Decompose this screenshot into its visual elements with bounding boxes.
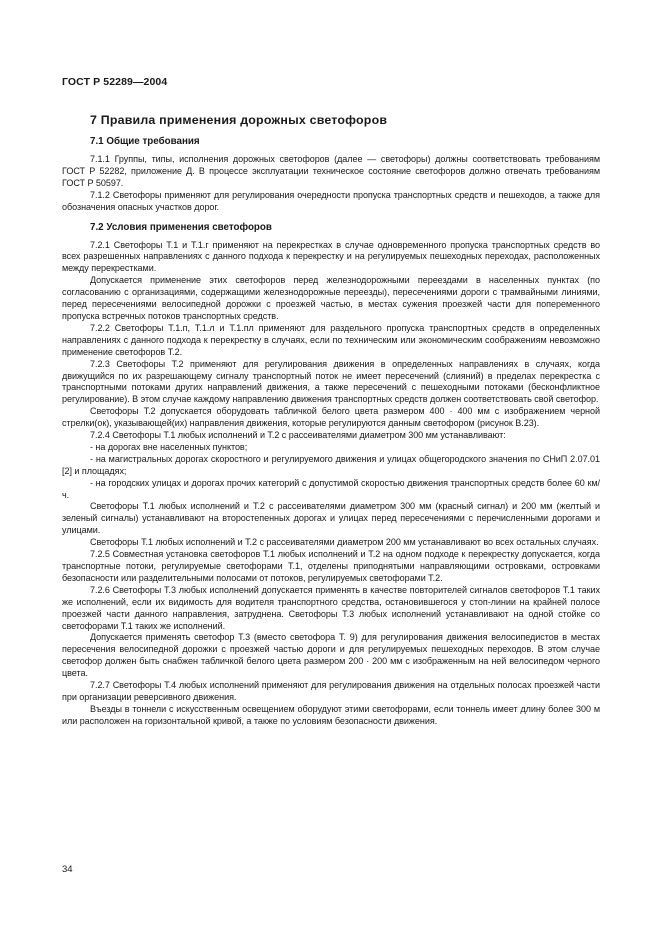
- list-item-city-streets: - на городских улицах и дорогах прочих категорий с допустимой скоростью движения транспортных средств более 60 км/ч.: [62, 477, 600, 500]
- list-item-main-roads: - на магистральных дорогах скоростного и регулируемого движения и улицах общегородского значения по СНиП 2.07.01 [2] и площадях;: [62, 453, 600, 476]
- paragraph-7-2-1: 7.2.1 Светофоры Т.1 и Т.1.г применяют на перекрестках в случае одновременного пропуска транспортных средств во всех разрешенных направлениях с данного подхода к перекрестку и на регулируемых пешеходных переходах, расположенных между перекрестками.: [62, 239, 600, 274]
- paragraph-7-2-5: 7.2.5 Совместная установка светофоров Т.1 любых исполнений и Т.2 на одном подходе к перекрестку допускается, когда транспортные потоки, регулируемые светофорами Т.1, отделены приподнятыми направляющими островками, островками безопасности или разделительными полосами от потоков, регулируемых светофорами Т.2.: [62, 549, 600, 583]
- document-code-header: ГОСТ Р 52289—2004: [62, 76, 168, 88]
- paragraph-7-2-6: 7.2.6 Светофоры Т.3 любых исполнений допускается применять в качестве повторителей сигналов светофоров Т.1 таких же исполнений, если их видимость для водителя транспортного средства, остановившегося у стоп-линии на крайней полосе проезжей части данного направления, затруднена. Светофоры Т.3 любых исполнений устанавливают на одной стойке со светофорами Т.1 таких же исполнений.: [62, 584, 600, 631]
- paragraph-7-2-4: 7.2.4 Светофоры Т.1 любых исполнений и Т.2 с рассеивателями диаметром 300 мм устанавливают:: [90, 430, 506, 441]
- paragraph-7-2-1-continued: Допускается применение этих светофоров перед железнодорожными переездами в населенных пунктах (по согласованию с организациями, содержащими железнодорожные переезды), пересечениями дороги с трамвайными линиями, перед пересечениями велосипедной дорожки с проезжей частью, в местах сужения проезжей части для попеременного пропуска встречных потоков транспортных средств.: [62, 275, 600, 321]
- paragraph-7-2-3-continued: Светофоры Т.2 допускается оборудовать табличкой белого цвета размером 400 · 400 мм с изображением черной стрелки(ок), указывающей(их) направления движения, которые регулируются данным светофором (рисунок В.23).: [62, 406, 600, 429]
- section-title: 7 Правила применения дорожных светофоров: [90, 113, 388, 127]
- document-page: [62, 76, 600, 728]
- paragraph-7-2-7: 7.2.7 Светофоры Т.4 любых исполнений применяют для регулирования движения на отдельных полосах проезжей части при организации реверсивного движения.: [62, 680, 600, 702]
- paragraph-7-2-7-continued: Въезды в тоннели с искусственным освещением оборудуют этими светофорами, если тоннель имеет длину более 300 м или расположен на горизонтальной кривой, а также по условиям безопасности движения.: [62, 703, 600, 726]
- list-item-outside-settlements: - на дорогах вне населенных пунктов;: [90, 441, 248, 452]
- subsection-title-general: 7.1 Общие требования: [90, 136, 200, 147]
- paragraph-7-2-3: 7.2.3 Светофоры Т.2 применяют для регулирования движения в определенных направлениях в случаях, когда движущийся по их разрешающему сигналу транспортный поток не имеет пересечений (слияний) в пределах перекрестка с транспортными потоками других направлений движения, а также пересечений с пешеходными потоками (бесконфликтное регулирование). В этом случае каждому направлению движения транспортных средств должен соответствовать свой светофор.: [62, 358, 600, 405]
- paragraph-7-1-2: 7.1.2 Светофоры применяют для регулирования очередности пропуска транспортных средств и пешеходов, а также для обозначения опасных участков дорог.: [62, 189, 600, 212]
- paragraph-7-1-1: 7.1.1 Группы, типы, исполнения дорожных светофоров (далее — светофоры) должны соответствовать требованиям ГОСТ Р 52282, приложение Д. В процессе эксплуатации техническое состояние светофоров должно отвечать требованиям ГОСТ Р 50597.: [62, 154, 600, 188]
- paragraph-7-2-4-other-cases: Светофоры Т.1 любых исполнений и Т.2 с рассеивателями диаметром 200 мм устанавливают во всех остальных случаях.: [90, 537, 599, 548]
- page-number: 34: [62, 864, 73, 875]
- paragraph-7-2-6-continued: Допускается применять светофор Т.3 (вместо светофора Т. 9) для регулирования движения велосипедистов в местах пересечения велосипедной дорожки с проезжей частью дороги и для регулируемых пешеходных переходов. В этом случае светофор должен быть снабжен табличкой белого цвета размером 200 · 200 мм с изображенным на ней велосипедом черного цвета.: [62, 632, 600, 679]
- subsection-title-conditions: 7.2 Условия применения светофоров: [90, 221, 272, 233]
- paragraph-7-2-4-secondary-roads: Светофоры Т.1 любых исполнений и Т.2 с рассеивателями диаметром 300 мм (красный сигнал) и 200 мм (желтый и зеленый сигналы) устанавливают на второстепенных дорогах и улицах перед пересечениями с перечисленными дорогами и улицами.: [62, 501, 600, 536]
- paragraph-7-2-2: 7.2.2 Светофоры Т.1.п, Т.1.л и Т.1.пл применяют для раздельного пропуска транспортных средств в определенных направлениях с данного подхода к перекрестку в случаях, если по техническим или экономическим соображениям невозможно применение светофоров Т.2.: [62, 322, 600, 357]
